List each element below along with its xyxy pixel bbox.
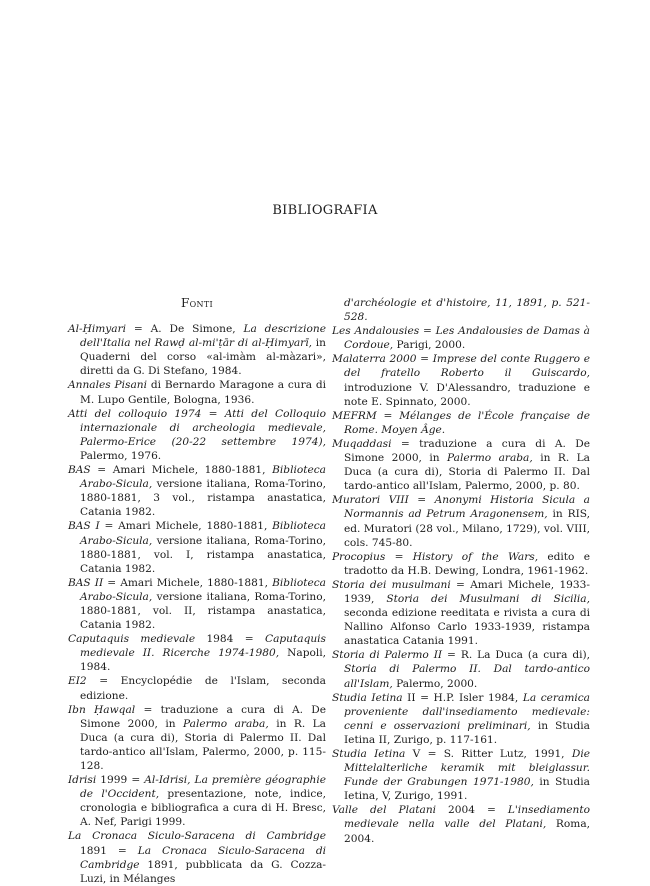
entry-text: = Encyclopédie de l'Islam, seconda edizione. — [80, 675, 326, 702]
bibliography-entry — [332, 803, 590, 845]
section-heading-fonti: Fonti — [181, 296, 213, 310]
entry-text: = — [408, 494, 435, 507]
entry-text: 1999 = — [96, 774, 145, 787]
entry-text: = — [416, 353, 433, 366]
bibliography-entry — [68, 407, 326, 463]
page-title: BIBLIOGRAFIA — [272, 203, 378, 218]
entry-key: BAS I — [68, 520, 100, 533]
entry-rest: Parigi, 2000. — [393, 339, 466, 352]
entry-text: = R. La Duca (a cura di), — [442, 649, 590, 662]
entry-title: Palermo araba, — [183, 717, 269, 730]
entry-rest: versione italiana, Roma-Torino, 1880-1881, vol. I, ristampa anastatica, Catania 1982. — [80, 534, 326, 575]
entry-title: Anonymi Historia Sicula a Normannis ad Petrum Aragonensem, — [344, 494, 590, 521]
entry-title: La ceramica proveniente dall'insediamento medievale: cenni e osservazioni preliminari, — [344, 691, 590, 732]
entry-text: = Amari Michele, 1933-1939, — [344, 578, 590, 605]
entry-key: Les Andalousies — [332, 325, 420, 338]
right-column — [332, 296, 590, 846]
entry-rest: in R. La Duca (a cura di), Storia di Palermo II. Dal tardo-antico all'Islam, Palermo, 2000, p. 80. — [344, 452, 590, 493]
entry-text: = Amari Michele, 1880-1881, — [90, 464, 273, 477]
entry-title: Biblioteca Arabo-Sicula, — [80, 464, 326, 491]
entry-title: Atti del Colloquio internazionale di archeologia medievale, Palermo-Erice (20-22 settembre 1974), — [80, 407, 326, 448]
entry-title: Mélanges de l'École française de Rome. Moyen Âge. — [344, 409, 590, 436]
entry-rest: in Studia Ietina II, Zurigo, p. 117-161. — [344, 719, 590, 746]
bibliography-list-right — [332, 324, 590, 845]
entry-key: EI2 — [68, 675, 87, 688]
entry-title: Palermo araba, — [447, 452, 533, 465]
entry-key: Atti del colloquio 1974 — [68, 407, 202, 420]
bibliography-entry — [332, 437, 590, 493]
entry-key: Al-Ḥimyari — [68, 323, 127, 336]
entry-text: di Bernardo Maragone a cura di M. Lupo Gentile, Bologna, 1936. — [80, 379, 326, 406]
bibliography-entry — [68, 632, 326, 674]
left-column — [68, 296, 326, 886]
entry-key: BAS — [68, 464, 91, 477]
entry-key: Muratori VIII — [332, 494, 409, 507]
entry-key: MEFRM — [332, 409, 377, 422]
entry-title: Die Mittelalterliche keramik mit bleiglassur. Funde der Grabungen 1971-1980, — [344, 748, 591, 789]
entry-rest: Palermo, 2000. — [392, 677, 478, 690]
entry-key: La Cronaca Siculo-Saracena di Cambridge — [68, 830, 326, 843]
entry-text: = Amari Michele, 1880-1881, — [99, 520, 273, 533]
entry-key: BAS II — [68, 576, 104, 589]
bibliography-entry — [68, 378, 326, 406]
bibliography-entry — [332, 550, 590, 578]
entry-text: II = H.P. Isler 1984, — [402, 691, 523, 704]
entry-key: Muqaddasi — [332, 437, 392, 450]
bibliography-entry — [332, 691, 590, 747]
bibliography-entry — [68, 829, 326, 885]
bibliography-entry — [332, 578, 590, 648]
entry-title: Storia dei Musulmani di Sicilia, — [386, 592, 590, 605]
bibliography-entry — [332, 352, 590, 408]
entry-rest: in Studia Ietina, V, Zurigo, 1991. — [344, 776, 590, 803]
entry-text: = Amari Michele, 1880-1881, — [103, 576, 273, 589]
entry-key: Studia Ietina — [332, 748, 406, 760]
entry-rest: Palermo, 1976. — [80, 449, 162, 462]
entry-title: La descrizione dell'Italia nel Rawḍ al-mi'ṭār di al-Ḥimyarī, — [80, 323, 326, 350]
bibliography-entry — [68, 519, 326, 575]
bibliography-entry — [332, 747, 590, 803]
entry-rest: seconda edizione reeditata e rivista a cura di Nallino Alfonso Carlo 1933-1939, ristampa anastatica Catania 1991. — [344, 607, 590, 648]
entry-rest: Napoli, 1984. — [80, 647, 326, 674]
entry-title: Biblioteca Arabo-Sicula, — [80, 576, 326, 603]
bibliography-entry — [68, 322, 326, 378]
entry-text: = A. De Simone, — [126, 323, 244, 336]
entry-rest: 1891, pubblicata da G. Cozza-Luzi, in Mélanges — [80, 858, 326, 885]
bibliography-entry — [68, 773, 326, 829]
entry-key: Procopius — [332, 550, 386, 563]
entry-key: Storia dei musulmani — [332, 578, 451, 591]
entry-key: Valle del Platani — [332, 804, 437, 817]
bibliography-entry — [68, 674, 326, 702]
bibliography-entry — [332, 324, 590, 352]
entry-key: Ibn Ḥawqal — [68, 703, 136, 716]
entry-rest: in RIS, ed. Muratori (28 vol., Milano, 1729), vol. VIII, cols. 745-80. — [344, 508, 591, 549]
bibliography-entry — [68, 703, 326, 773]
entry-text: = traduzione a cura di A. De Simone 2000, in — [80, 703, 326, 730]
entry-key: Malaterra 2000 — [332, 353, 417, 366]
bibliography-entry — [332, 409, 590, 437]
entry-text: = — [201, 407, 225, 420]
entry-key: Caputaquis medievale — [68, 633, 196, 646]
entry-text: 1891 = — [80, 844, 138, 857]
entry-rest: edito e tradotto da H.B. Dewing, Londra, 1961-1962. — [344, 550, 590, 577]
entry-text: = traduzione a cura di A. De Simone 2000, in — [344, 437, 590, 465]
entry-text: = — [419, 325, 436, 338]
entry-text: = — [385, 550, 413, 563]
entry-title: Imprese del conte Ruggero e del fratello Roberto il Guiscardo, — [344, 353, 590, 380]
entry-rest: versione italiana, Roma-Torino, 1880-1881, 3 vol., ristampa anastatica, Catania 1982. — [80, 478, 326, 519]
entry-key: Annales Pisani — [68, 379, 148, 392]
bibliography-entry — [68, 576, 326, 632]
entry-title: L'insediamento medievale nella valle del Platani, — [344, 804, 590, 831]
entry-rest: in Quaderni del corso «al-imàm al-màzari», diretti da G. Di Stefano, 1984. — [80, 337, 326, 378]
entry-text: 1984 = — [195, 633, 265, 646]
entry-text: V = S. Ritter Lutz, 1991, — [405, 748, 572, 760]
entry-key: Studia Ietina — [332, 691, 403, 704]
entry-title: La Cronaca Siculo-Saracena di Cambridge — [80, 844, 326, 871]
entry-title: Les Andalousies de Damas à Cordoue, — [344, 325, 590, 352]
entry-continuation: d'archéologie et d'histoire, 11, 1891, p. 521-528. — [344, 297, 590, 324]
entry-rest: presentazione, note, indice, cronologia e bibliografica a cura di H. Bresc, A. Nef, Parigi 1999. — [80, 788, 327, 829]
bibliography-entry — [332, 493, 590, 549]
entry-text: 2004 = — [436, 804, 508, 817]
bibliography-entry — [332, 648, 590, 690]
entry-title: History of the Wars, — [412, 550, 539, 563]
bibliography-entry — [68, 463, 326, 519]
entry-title: Al-Idrisi, La première géographie de l'Occident, — [80, 774, 326, 801]
entry-text: = — [376, 409, 400, 422]
bibliography-list-left — [68, 322, 326, 886]
entry-rest: versione italiana, Roma-Torino, 1880-1881, vol. II, ristampa anastatica, Catania 1982. — [80, 590, 326, 632]
entry-rest: Roma, 2004. — [344, 818, 590, 845]
entry-title: Storia di Palermo II. Dal tardo-antico all'Islam, — [344, 663, 590, 690]
entry-key: Storia di Palermo II — [332, 649, 443, 662]
entry-rest: in R. La Duca (a cura di), Storia di Palermo II. Dal tardo-antico all'Islam, Palermo, 2000, p. 115-128. — [80, 717, 326, 772]
entry-rest: introduzione V. D'Alessandro, traduzione e note E. Spinnato, 2000. — [344, 381, 590, 408]
entry-title: Caputaquis medievale II. Ricerche 1974-1980, — [80, 633, 326, 660]
entry-key: Idrisi — [68, 774, 97, 787]
entry-title: Biblioteca Arabo-Sicula, — [80, 520, 326, 547]
